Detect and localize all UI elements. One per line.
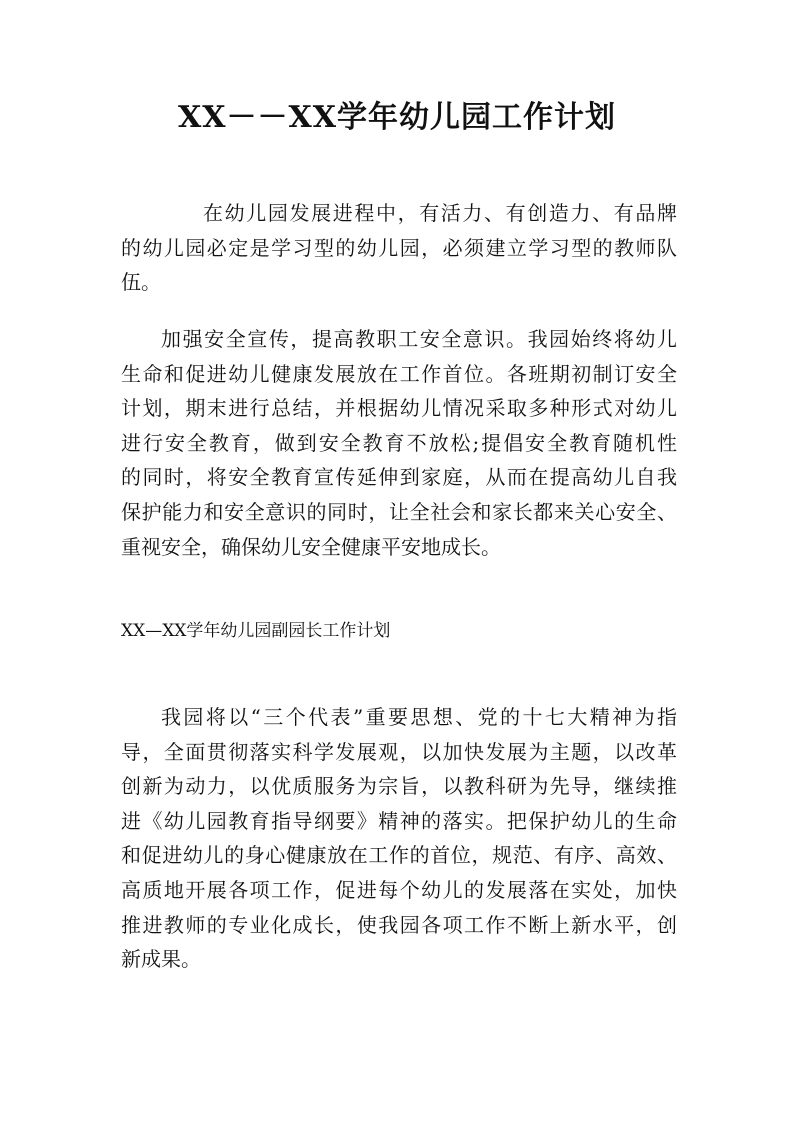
paragraph-guidance: [121, 700, 677, 977]
paragraph-line: 我园将以“三个代表”重要思想、党的十七大精神为指: [161, 705, 677, 729]
paragraph-line: 在幼儿园发展进程中，有活力、有创造力、有品牌: [203, 201, 677, 225]
paragraph-line: 重视安全，确保幼儿安全健康平安地成长。: [121, 534, 501, 559]
paragraph-line: 加强安全宣传，提高教职工安全意识。我园始终将幼儿: [161, 327, 677, 351]
paragraph-line: 高质地开展各项工作，促进每个幼儿的发展落在实处，加快: [121, 877, 677, 902]
paragraph-line: 创新为动力，以优质服务为宗旨，以教科研为先导，继续推: [121, 774, 677, 799]
document-title: XX－－XX学年幼儿园工作计划: [177, 100, 617, 135]
paragraph-line: 的幼儿园必定是学习型的幼儿园，必须建立学习型的教师队: [121, 235, 677, 260]
paragraph-line: 新成果。: [121, 947, 201, 972]
paragraph-line: 和促进幼儿的身心健康放在工作的首位，规范、有序、高效、: [121, 843, 677, 868]
paragraph-line: 生命和促进幼儿健康发展放在工作首位。各班期初制订安全: [121, 361, 677, 386]
paragraph-line: 的同时，将安全教育宣传延伸到家庭，从而在提高幼儿自我: [121, 465, 677, 490]
paragraph-line: 进《幼儿园教育指导纲要》精神的落实。把保护幼儿的生命: [121, 808, 677, 833]
paragraph-safety: [121, 322, 677, 564]
paragraph-line: 伍。: [121, 270, 161, 295]
section-subtitle: XX—XX学年幼儿园副园长工作计划: [121, 621, 391, 641]
paragraph-line: 推进教师的专业化成长，使我园各项工作不断上新水平，创: [121, 912, 677, 937]
paragraph-line: 保护能力和安全意识的同时，让全社会和家长都来关心安全、: [121, 499, 677, 524]
paragraph-intro: [121, 196, 677, 300]
paragraph-line: 进行安全教育，做到安全教育不放松;提倡安全教育随机性: [121, 430, 677, 455]
paragraph-line: 计划，期末进行总结，并根据幼儿情况采取多种形式对幼儿: [121, 396, 677, 421]
paragraph-line: 导，全面贯彻落实科学发展观，以加快发展为主题，以改革: [121, 739, 677, 764]
